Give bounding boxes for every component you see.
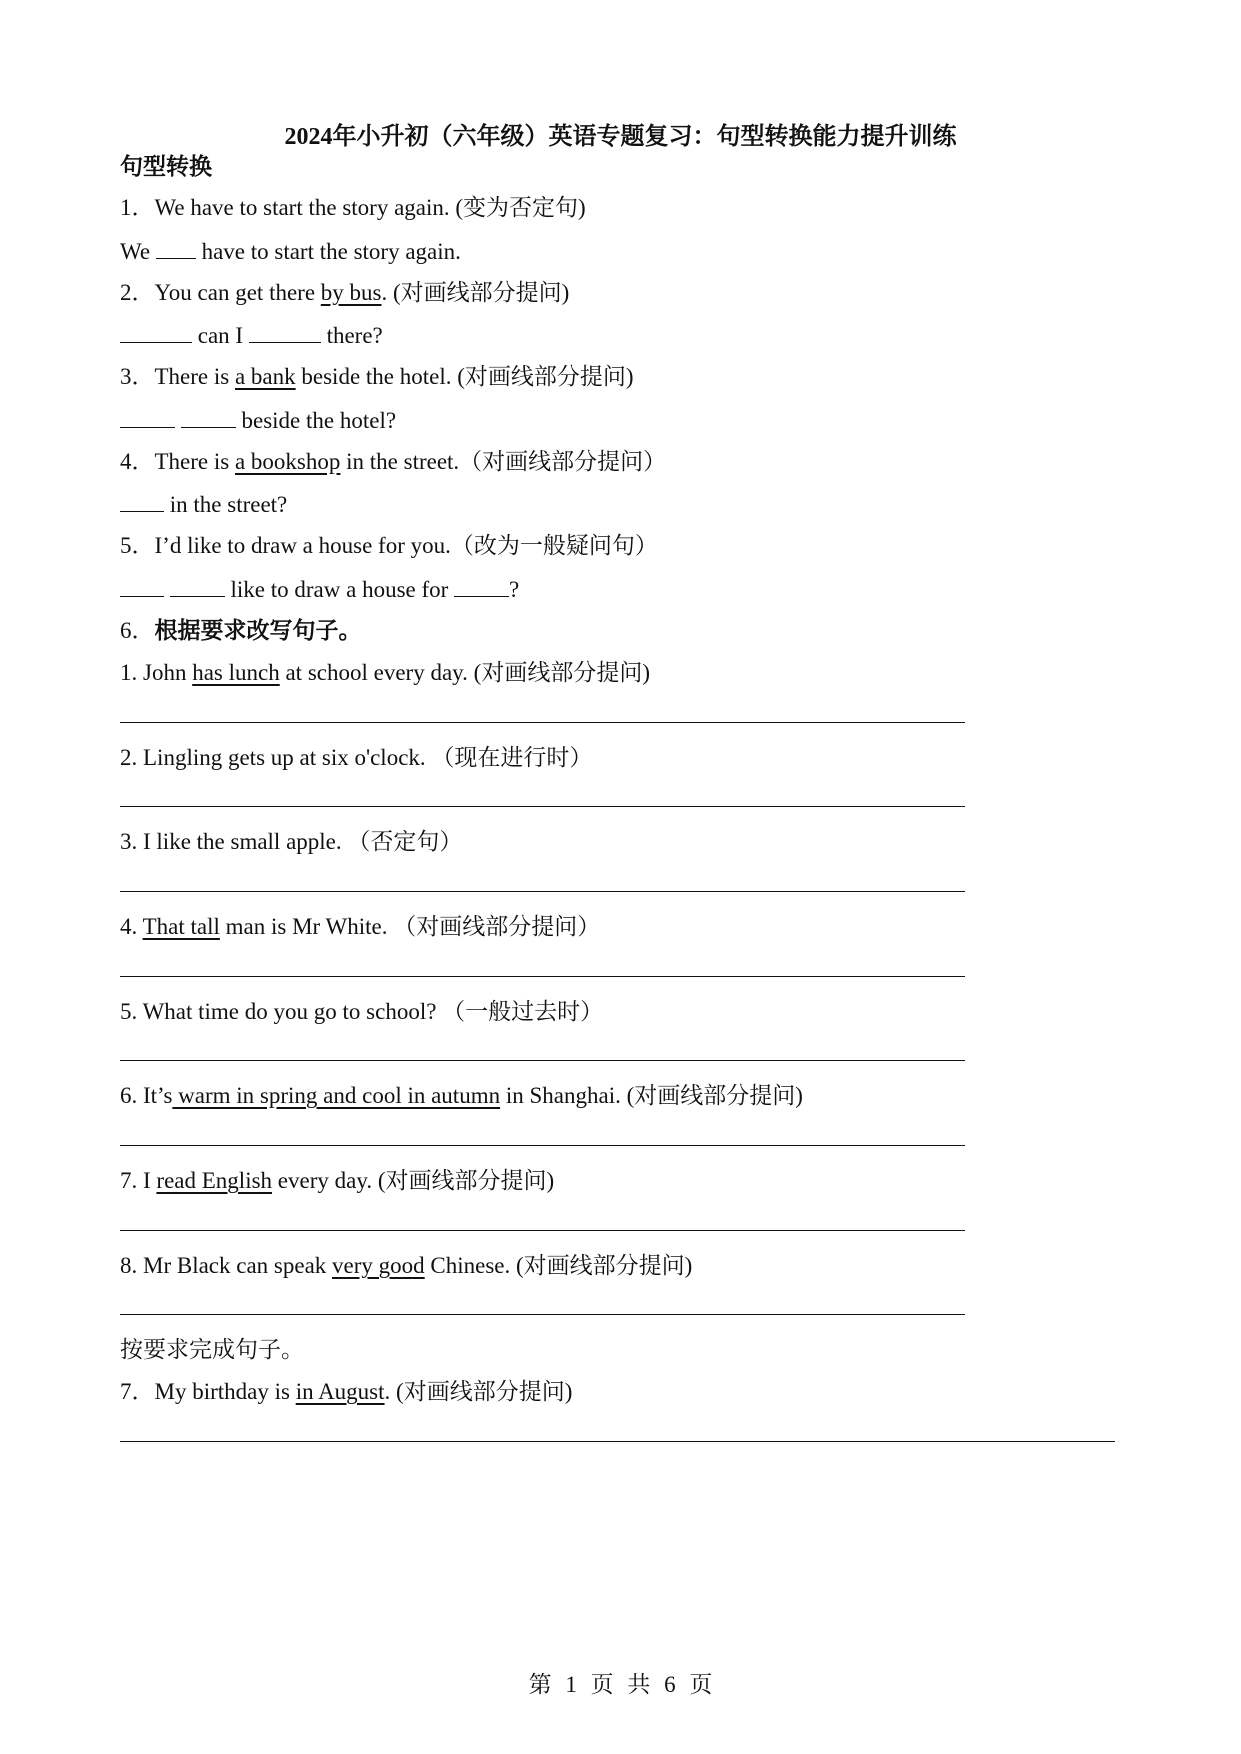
answer-line[interactable]	[120, 806, 965, 807]
question-5: 5．I’d like to draw a house for you.（改为一般疑问句）	[120, 533, 658, 558]
subquestion-3: 3. I like the small apple. （否定句）	[120, 829, 463, 854]
answer-blank[interactable]	[249, 320, 321, 343]
underlined-phrase: has lunch	[192, 660, 280, 685]
answer-2: can I there?	[120, 320, 383, 351]
question-1: 1．We have to start the story again. (变为否定句)	[120, 195, 586, 220]
answer-line[interactable]	[120, 1441, 1115, 1442]
answer-line[interactable]	[120, 1145, 965, 1146]
answer-4: in the street?	[120, 489, 287, 520]
answer-line[interactable]	[120, 976, 965, 977]
subquestion-8: 8. Mr Black can speak very good Chinese. (对画线部分提问)	[120, 1253, 693, 1278]
answer-1: We have to start the story again.	[120, 236, 461, 267]
underlined-phrase: warm in spring and cool in autumn	[172, 1083, 501, 1108]
question-1-text: We have to start the story again. (变为否定句)	[154, 195, 586, 220]
subquestion-6: 6. It’s warm in spring and cool in autumn in Shanghai. (对画线部分提问)	[120, 1083, 803, 1108]
answer-blank[interactable]	[120, 320, 192, 343]
question-3: 3．There is a bank beside the hotel. (对画线部分提问)	[120, 364, 634, 389]
question-4: 4．There is a bookshop in the street.（对画线部分提问）	[120, 449, 667, 474]
answer-5: like to draw a house for ?	[120, 574, 519, 605]
answer-blank[interactable]	[120, 574, 164, 597]
answer-line[interactable]	[120, 1314, 965, 1315]
answer-line[interactable]	[120, 891, 965, 892]
subquestion-1: 1. John has lunch at school every day. (对画线部分提问)	[120, 660, 650, 685]
underlined-phrase: That tall	[142, 914, 220, 939]
question-5-text: I’d like to draw a house for you.（改为一般疑问句）	[154, 533, 658, 558]
question-6-heading: 6．根据要求改写句子。	[120, 618, 362, 643]
section-heading: 句型转换	[120, 154, 212, 179]
underlined-phrase: in August	[295, 1379, 385, 1404]
underlined-phrase: a bank	[234, 364, 296, 389]
page-footer: 第 1 页 共 6 页	[528, 1672, 713, 1697]
subquestion-5: 5. What time do you go to school? （一般过去时）	[120, 999, 604, 1024]
question-7: 7．My birthday is in August. (对画线部分提问)	[120, 1379, 573, 1404]
instruction: 按要求完成句子。	[120, 1337, 304, 1362]
answer-line[interactable]	[120, 1060, 965, 1061]
answer-line[interactable]	[120, 1230, 965, 1231]
underlined-phrase: by bus	[320, 280, 382, 305]
underlined-phrase: read English	[156, 1168, 273, 1193]
answer-blank[interactable]	[120, 405, 175, 428]
subquestion-2: 2. Lingling gets up at six o'clock. （现在进行时）	[120, 745, 593, 770]
answer-blank[interactable]	[181, 405, 236, 428]
answer-blank[interactable]	[120, 489, 164, 512]
page-title: 2024年小升初（六年级）英语专题复习：句型转换能力提升训练	[284, 124, 957, 150]
underlined-phrase: very good	[332, 1253, 425, 1278]
answer-blank[interactable]	[156, 236, 196, 259]
answer-blank[interactable]	[170, 574, 225, 597]
subquestion-7: 7. I read English every day. (对画线部分提问)	[120, 1168, 555, 1193]
answer-line[interactable]	[120, 722, 965, 723]
question-2: 2．You can get there by bus. (对画线部分提问)	[120, 280, 570, 305]
answer-3: beside the hotel?	[120, 405, 396, 436]
underlined-phrase: a bookshop	[234, 449, 341, 474]
subquestion-4: 4. That tall man is Mr White. （对画线部分提问）	[120, 914, 601, 939]
answer-blank[interactable]	[454, 574, 509, 597]
